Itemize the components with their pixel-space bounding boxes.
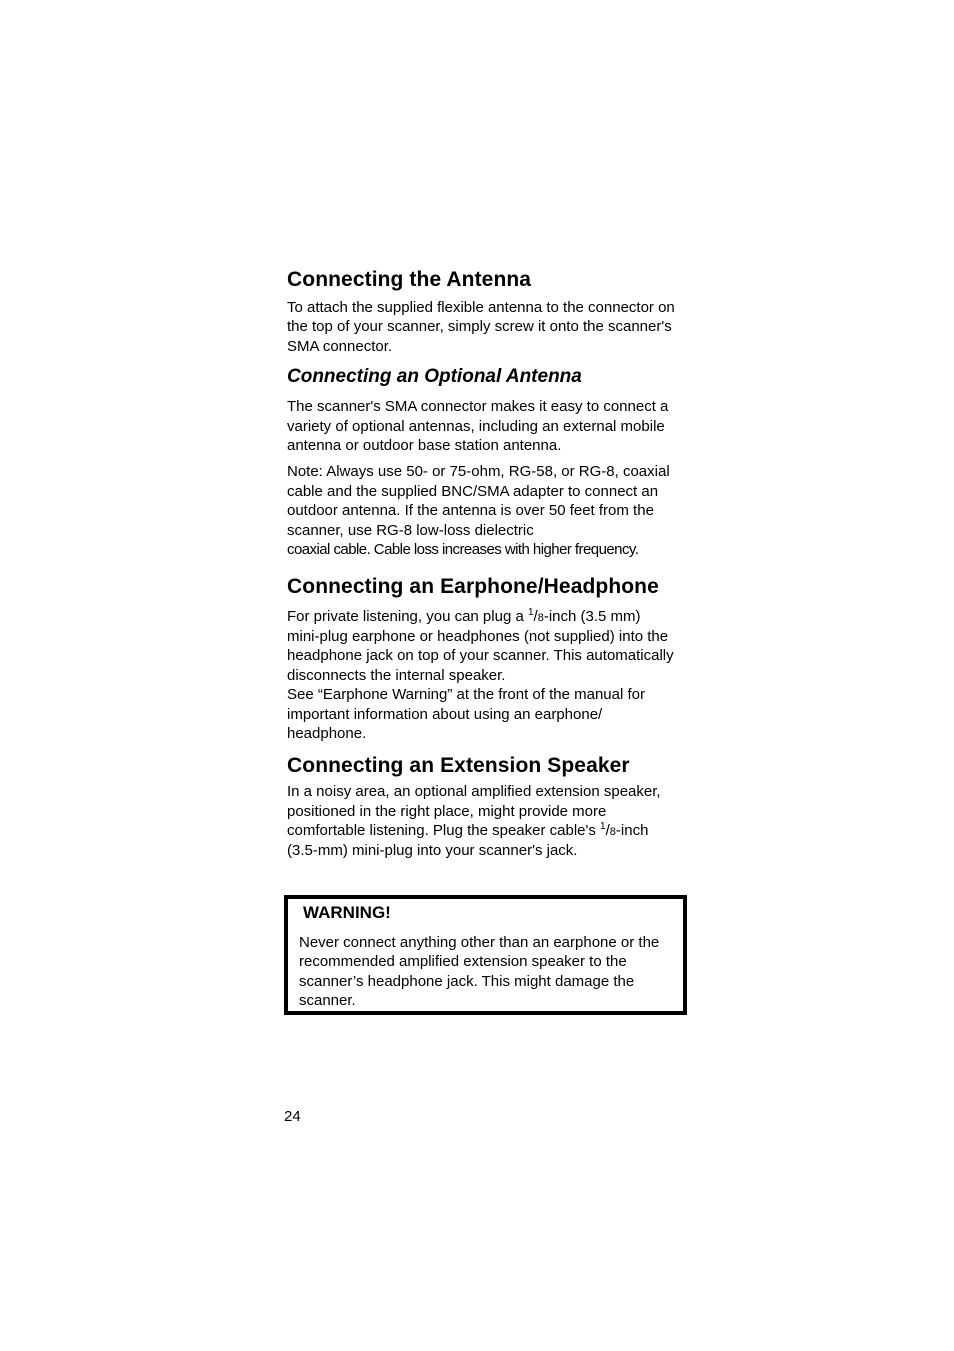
fraction-numerator: 1 (600, 821, 606, 833)
paragraph-earphone-see-also: See “Earphone Warning” at the front of the manual for important information about using an earphone/ headphone. (287, 686, 645, 742)
page-number: 24 (284, 1108, 301, 1125)
manual-page-content (287, 264, 677, 867)
fraction-slash: / (605, 822, 610, 840)
heading-earphone-headphone: Connecting an Earphone/Headphone (287, 575, 659, 599)
paragraph-extension-speaker (287, 782, 677, 860)
warning-title: WARNING! (303, 903, 391, 922)
speaker-text-start: In a noisy area, an optional amplified extension speaker, positioned in the right place, might provide more comfortable listening. Plug the speaker cable's (287, 783, 661, 840)
note-line-a: Note: Always use 50- or 75-ohm, RG-58, or RG-8, coaxial cable and the supplied BNC/SMA adapter to connect an outdoor antenna. If the antenna is over 50 feet from the scanner, use RG-8 low-loss dielectric (287, 463, 670, 539)
warning-body: Never connect anything other than an earphone or the recommended amplified extension speaker to the scanner’s headphone jack. This might damage the scanner. (299, 934, 660, 1010)
heading-optional-antenna: Connecting an Optional Antenna (287, 366, 582, 388)
note-coaxial-cable (287, 462, 677, 559)
heading-connecting-antenna: Connecting the Antenna (287, 268, 532, 291)
paragraph-antenna: To attach the supplied flexible antenna to the connector on the top of your scanner, simply screw it onto the scanner's SMA connector. (287, 299, 675, 355)
warning-box (284, 895, 687, 1015)
paragraph-optional-antenna: The scanner's SMA connector makes it easy to connect a variety of optional antennas, including an external mobile antenna or outdoor base station antenna. (287, 398, 669, 455)
note-line-b: coaxial cable. Cable loss increases with higher frequency. (287, 541, 639, 559)
earphone-text-start: For private listening, you can plug a (287, 608, 528, 626)
fraction-numerator: 1 (527, 607, 534, 619)
fraction-denominator: 8 (609, 826, 616, 839)
paragraph-earphone (287, 607, 677, 685)
fraction-denominator: 8 (537, 612, 544, 625)
heading-extension-speaker: Connecting an Extension Speaker (287, 754, 630, 778)
speaker-text-end: -inch (3.5-mm) mini-plug into your scanner's jack. (287, 822, 649, 859)
fraction-slash: / (533, 608, 538, 626)
earphone-text-end: -inch (3.5 mm) mini-plug earphone or headphones (not supplied) into the headphone jack on top of your scanner. This automatically disconnects the internal speaker. (287, 608, 674, 684)
